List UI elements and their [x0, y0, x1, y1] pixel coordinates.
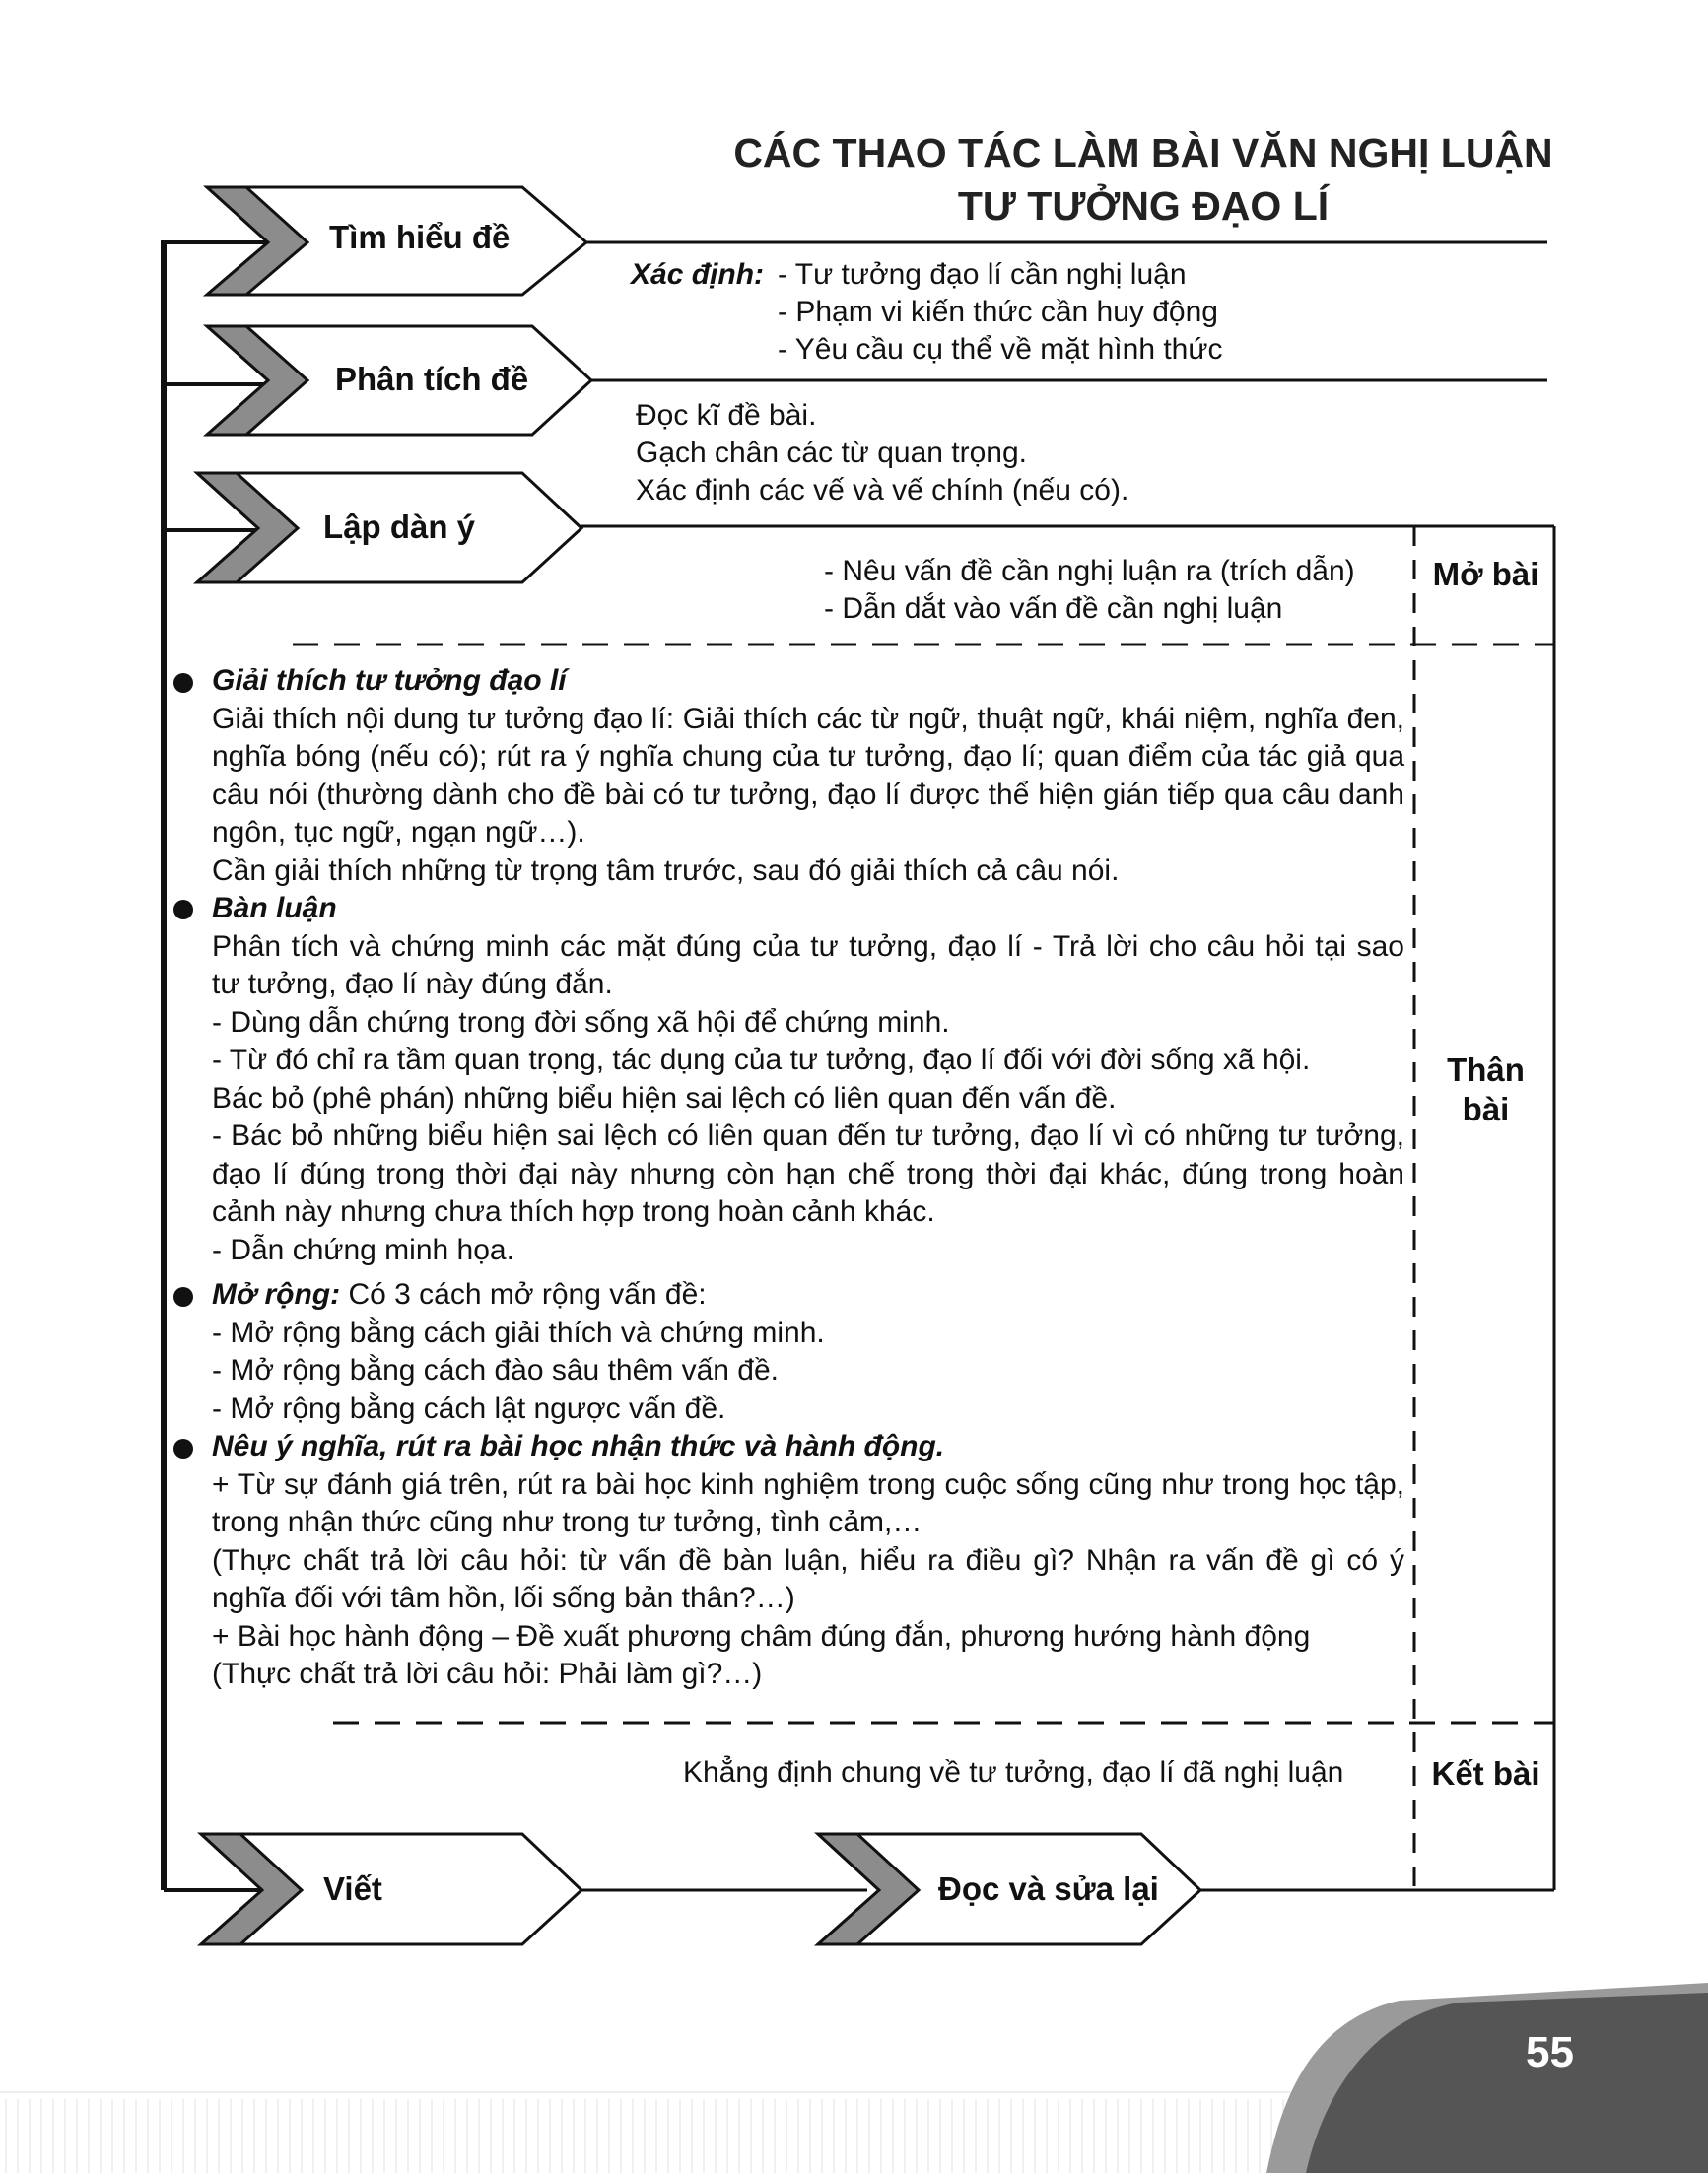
phan-tich-line: Đọc kĩ đề bài. — [636, 399, 817, 432]
section-line: - Mở rộng bằng cách giải thích và chứng minh. — [212, 1316, 825, 1349]
section-heading-suffix: Có 3 cách mở rộng vấn đề: — [340, 1278, 707, 1311]
section-heading: Giải thích tư tưởng đạo lí — [212, 664, 567, 697]
section-line: nghĩa đối với tâm hồn, lối sống bản thân?…) — [212, 1582, 795, 1614]
ket-bai-label: Kết bài — [1431, 1755, 1540, 1792]
section-line: Bác bỏ (phê phán) những biểu hiện sai lệch có liên quan đến vấn đề. — [212, 1081, 1117, 1115]
than-bai-section-giai-thich — [212, 662, 1404, 890]
section-line: + Bài học hành động – Đề xuất phương châm đúng đắn, phương hướng hành động — [212, 1619, 1311, 1653]
section-line: - Dẫn chứng minh họa. — [212, 1233, 514, 1266]
ket-bai-line: Khẳng định chung về tư tưởng, đạo lí đã nghị luận — [683, 1756, 1344, 1789]
than-bai-section-y-nghia — [212, 1428, 1404, 1694]
section-heading: Nêu ý nghĩa, rút ra bài học nhận thức và hành động. — [212, 1430, 945, 1462]
section-line: tư tưởng, đạo lí này đúng đắn. — [212, 968, 613, 1000]
step-label-phan-tich-de: Phân tích đề — [335, 361, 529, 397]
section-line: (Thực chất trả lời câu hỏi: từ vấn đề bàn luận, hiểu ra điều gì? Nhận ra vấn đề gì có ý — [212, 1543, 1404, 1577]
than-bai-label-line-1: Thân — [1447, 1052, 1525, 1088]
section-line: Giải thích nội dung tư tưởng đạo lí: Giải thích các từ ngữ, thuật ngữ, khái niệm, nghĩa đen, — [212, 702, 1404, 735]
section-line: - Mở rộng bằng cách đào sâu thêm vấn đề. — [212, 1354, 780, 1387]
section-line: - Mở rộng bằng cách lật ngược vấn đề. — [212, 1392, 726, 1425]
bullet-icon — [173, 1287, 193, 1307]
than-bai-label — [1419, 1051, 1552, 1129]
section-line: cảnh này nhưng chưa thích hợp trong hoàn cảnh khác. — [212, 1195, 935, 1228]
section-line: Phân tích và chứng minh các mặt đúng của tư tưởng, đạo lí - Trả lời cho câu hỏi tại sao — [212, 929, 1404, 963]
tim-hieu-item: - Yêu cầu cụ thể về mặt hình thức — [778, 333, 1223, 366]
page-title — [631, 126, 1656, 233]
title-line-2: TƯ TƯỞNG ĐẠO LÍ — [957, 183, 1330, 229]
mo-bai-line: - Dẫn dắt vào vấn đề cần nghị luận — [824, 592, 1283, 625]
section-heading: Mở rộng: — [212, 1278, 341, 1311]
section-line: ngôn, tục ngữ, ngạn ngữ…). — [212, 816, 585, 849]
than-bai-section-mo-rong — [212, 1276, 1404, 1428]
section-line: câu nói (thường dành cho đề bài có tư tưởng, đạo lí được thể hiện gián tiếp qua câu danh — [212, 778, 1404, 811]
section-heading-line — [212, 1276, 1404, 1315]
bullet-icon — [173, 1439, 193, 1459]
section-heading: Bàn luận — [212, 892, 337, 924]
than-bai-section-ban-luan — [212, 890, 1404, 1269]
section-line: - Bác bỏ những biểu hiện sai lệch có liên quan đến tư tưởng, đạo lí vì có những tư tưởng, — [212, 1120, 1404, 1152]
section-line: nghĩa bóng (nếu có); rút ra ý nghĩa chung của tư tưởng, đạo lí; quan điểm của tác giả qua — [212, 740, 1404, 773]
mo-bai-label: Mở bài — [1432, 556, 1539, 592]
mo-bai-line: - Nêu vấn đề cần nghị luận ra (trích dẫn) — [824, 555, 1355, 587]
section-line: - Từ đó chỉ ra tầm quan trọng, tác dụng của tư tưởng, đạo lí đối với đời sống xã hội. — [212, 1044, 1311, 1076]
phan-tich-line: Gạch chân các từ quan trọng. — [636, 437, 1027, 469]
title-line-1: CÁC THAO TÁC LÀM BÀI VĂN NGHỊ LUẬN — [733, 130, 1553, 175]
step-label-lap-dan-y: Lập dàn ý — [323, 509, 476, 545]
tim-hieu-heading: Xác định: — [631, 258, 765, 291]
page-number: 55 — [1526, 2028, 1574, 2076]
bullet-icon — [173, 900, 193, 919]
than-bai-label-line-2: bài — [1462, 1091, 1510, 1127]
section-line: Cần giải thích những từ trọng tâm trước, sau đó giải thích cả câu nói. — [212, 853, 1120, 887]
section-line: trong nhận thức cũng như trong tư tưởng, tình cảm,… — [212, 1506, 922, 1538]
phan-tich-line: Xác định các vế và vế chính (nếu có). — [636, 474, 1129, 507]
step-label-doc-va-sua-lai: Đọc và sửa lại — [938, 1870, 1159, 1907]
section-line: + Từ sự đánh giá trên, rút ra bài học kinh nghiệm trong cuộc sống cũng như trong học tập, — [212, 1467, 1404, 1501]
tim-hieu-item: - Tư tưởng đạo lí cần nghị luận — [778, 258, 1187, 291]
section-line: - Dùng dẫn chứng trong đời sống xã hội để chứng minh. — [212, 1005, 950, 1039]
section-line: đạo lí đúng trong thời đại này nhưng còn hạn chế trong thời đại khác, đúng trong hoàn — [212, 1157, 1404, 1190]
section-line: (Thực chất trả lời câu hỏi: Phải làm gì?…) — [212, 1658, 763, 1690]
tim-hieu-item: - Phạm vi kiến thức cần huy động — [778, 296, 1218, 328]
bullet-icon — [173, 673, 193, 693]
step-label-viet: Viết — [323, 1870, 382, 1907]
step-label-tim-hieu-de: Tìm hiểu đề — [329, 219, 511, 255]
